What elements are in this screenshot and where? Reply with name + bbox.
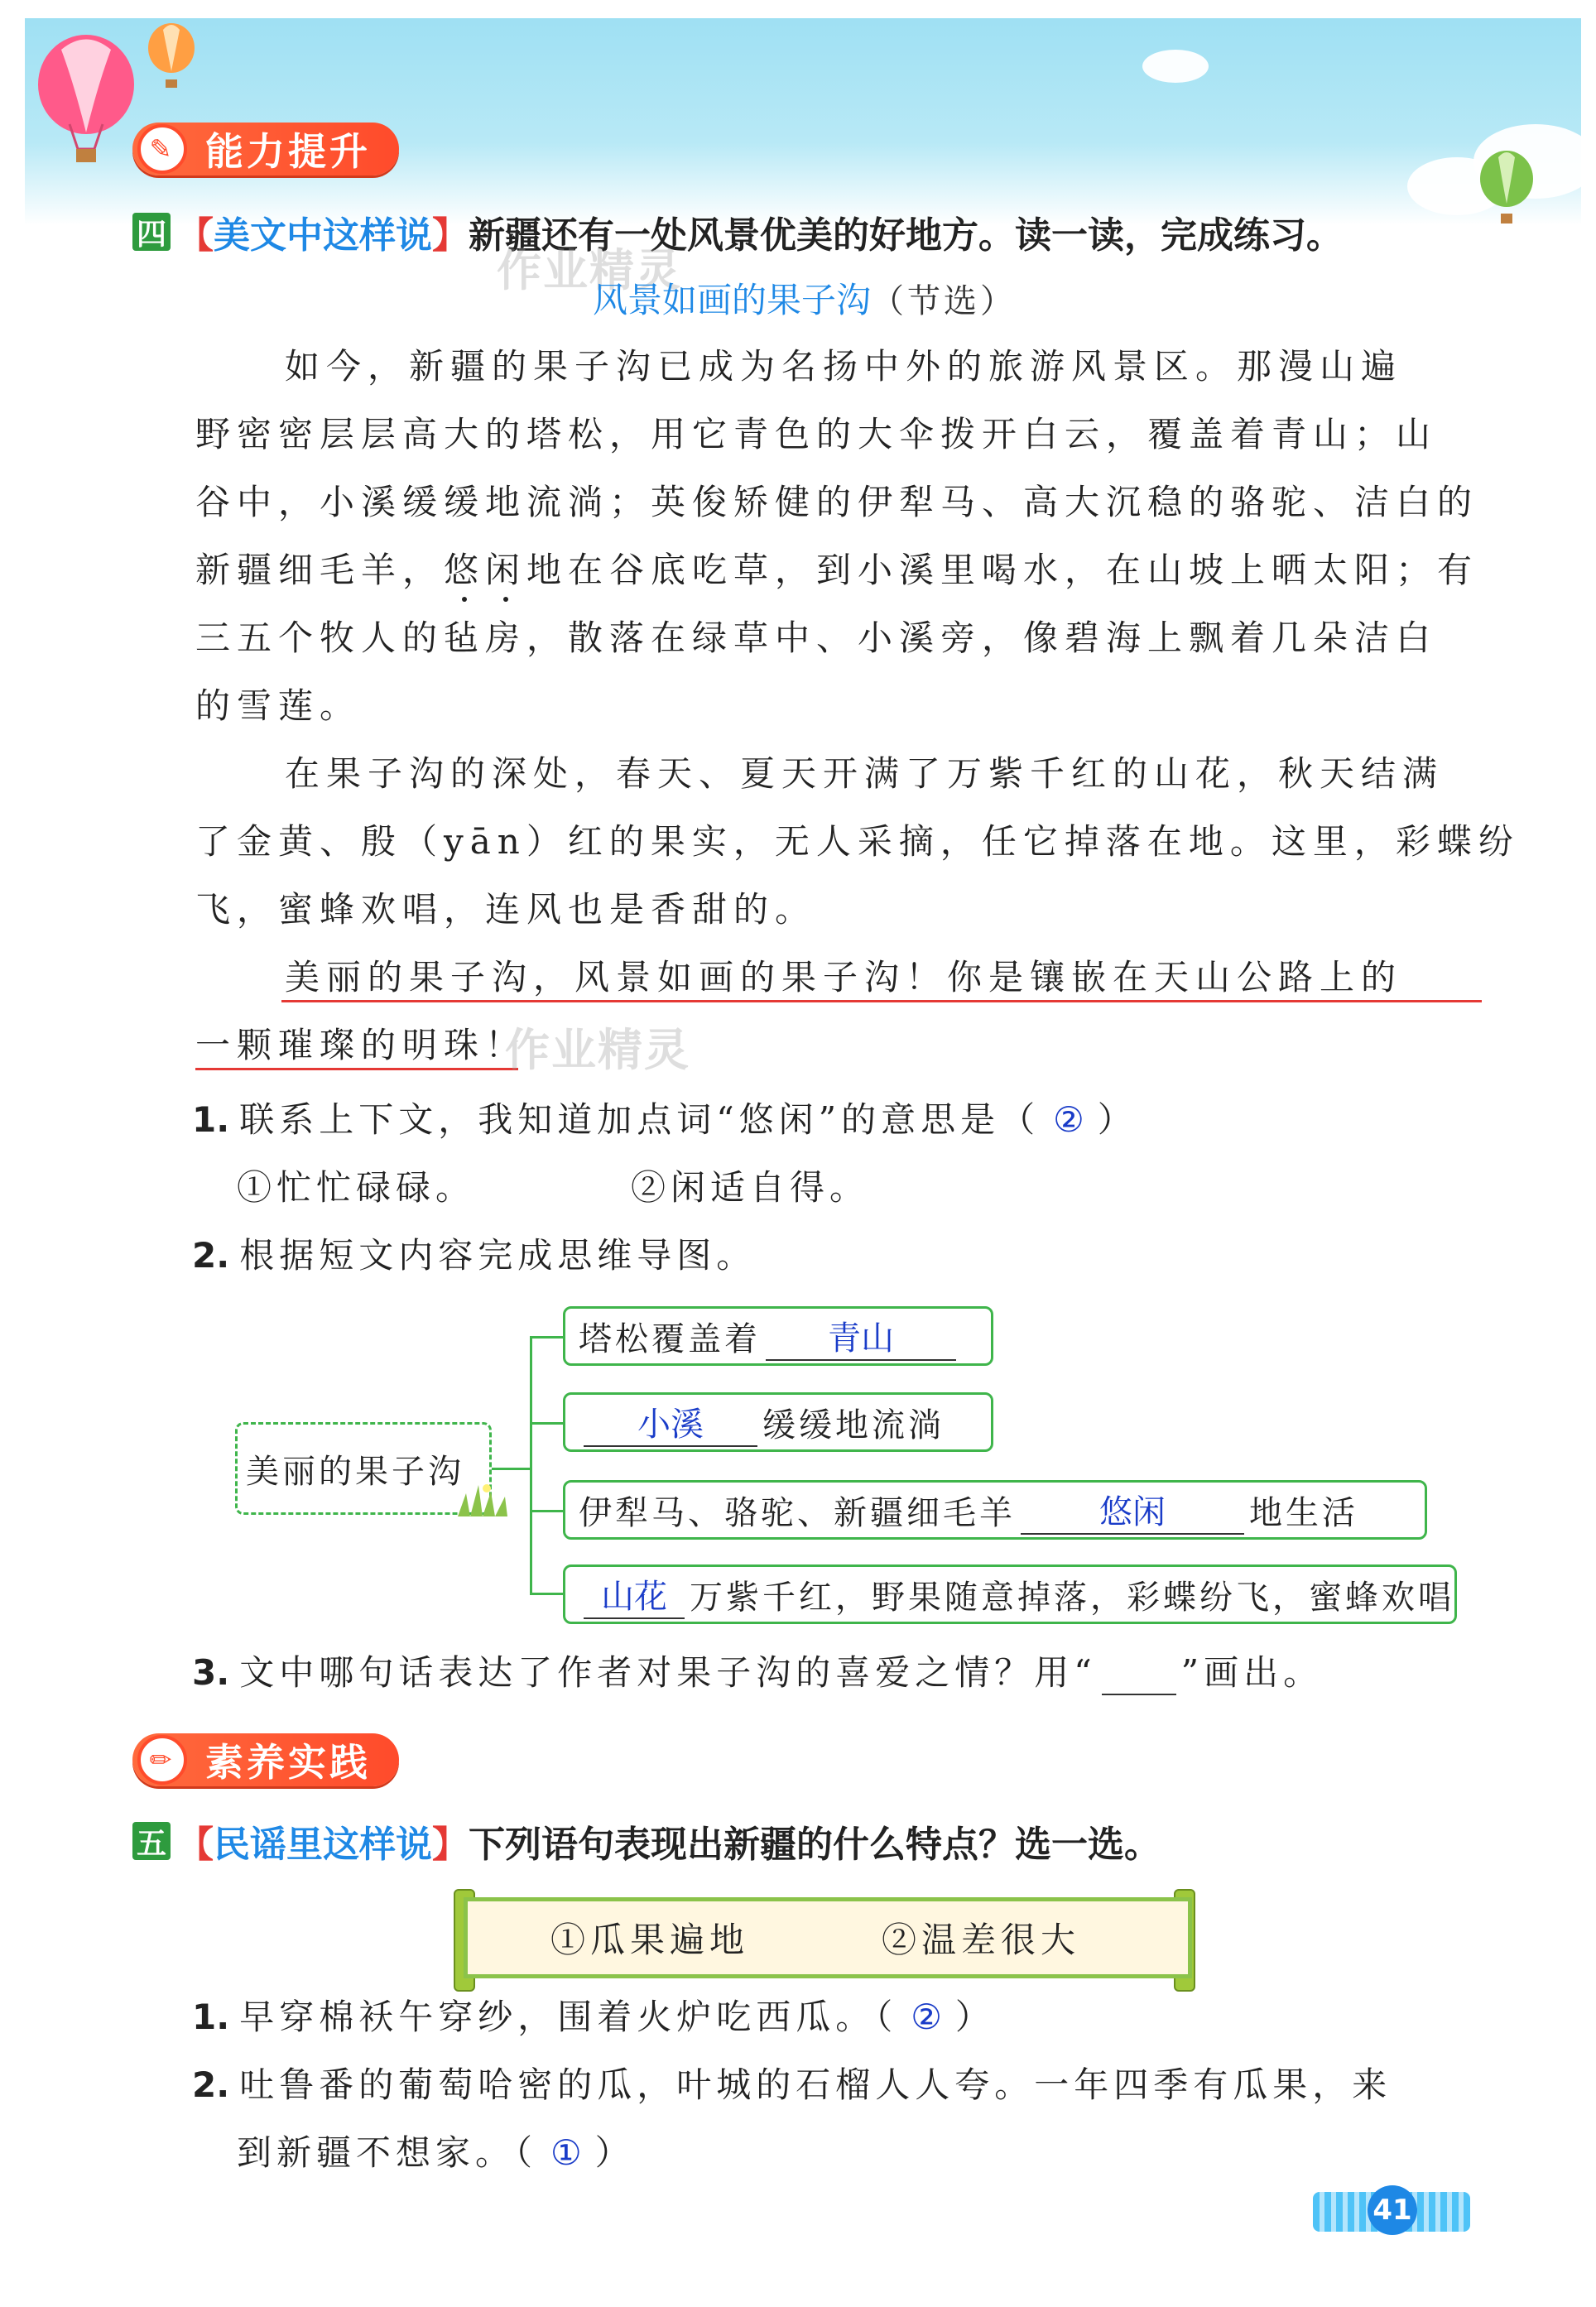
question-number-badge: 四 xyxy=(132,213,171,251)
green-balloon-icon xyxy=(1473,149,1540,232)
passage-title: 风景如画的果子沟（节选） xyxy=(593,280,1017,320)
dotted-word: 闲 xyxy=(485,550,527,590)
passage-line: 飞，蜜蜂欢唱，连风也是香甜的。 xyxy=(195,889,817,930)
mindmap-connector xyxy=(530,1336,532,1593)
mindmap-connector xyxy=(492,1468,530,1470)
section-banner-practice xyxy=(132,1733,399,1786)
sub-question-2-cont: 到新疆不想家。（ ① ） xyxy=(237,2132,635,2173)
mindmap-branch-4: 山花 万紫千红，野果随意掉落，彩蝶纷飞，蜜蜂欢唱 xyxy=(563,1564,1457,1624)
question-4-header xyxy=(132,205,1343,258)
passage-line: 新疆细毛羊，悠闲地在谷底吃草，到小溪里喝水，在山坡上晒太阳；有 xyxy=(195,550,1479,590)
question-instruction: 下列语句表现出新疆的什么特点？选一选。 xyxy=(469,1824,1161,1866)
notebook-icon: ✎ xyxy=(137,124,187,174)
sub-question-1: 1. 联系上下文，我知道加点词“悠闲”的意思是（ ② ） xyxy=(192,1099,1137,1140)
sub-question-2: 2. 根据短文内容完成思维导图。 xyxy=(192,1235,757,1276)
answer-text: ② xyxy=(911,1997,942,2037)
passage-line: 的雪莲。 xyxy=(195,685,362,726)
passage-line: 如今，新疆的果子沟已成为名扬中外的旅游风景区。那漫山遍 xyxy=(285,346,1403,387)
answer-blank: 青山 xyxy=(766,1312,956,1361)
passage-line: 在果子沟的深处，春天、夏天开满了万紫千红的山花，秋天结满 xyxy=(285,753,1445,794)
passage-line: 了金黄、殷（yān）红的果实，无人采摘，任它掉落在地。这里，彩蝶纷 xyxy=(195,821,1520,862)
watermark: 作业精灵 xyxy=(497,244,682,296)
sub-question-2: 2. 吐鲁番的葡萄哈密的瓜，叶城的石榴人人夸。一年四季有瓜果，来 xyxy=(192,2064,1392,2105)
passage-line: 谷中，小溪缓缓地流淌；英俊矫健的伊犁马、高大沉稳的骆驼、洁白的 xyxy=(195,482,1479,522)
question-instruction: 新疆还有一处风景优美的好地方。读一读，完成练习。 xyxy=(469,214,1343,257)
answer-text: ① xyxy=(550,2132,582,2173)
page-number: 41 xyxy=(1368,2185,1417,2235)
hot-air-balloon-icon xyxy=(28,33,144,166)
sub-question-1: 1. 早穿棉袄午穿纱，围着火炉吃西瓜。（ ② ） xyxy=(192,1997,995,2037)
mindmap-branch-1: 塔松覆盖着 青山 xyxy=(563,1306,993,1366)
pencil-icon: ✏ xyxy=(137,1735,187,1785)
underline-blank xyxy=(1102,1661,1176,1695)
mindmap-connector xyxy=(530,1336,563,1339)
cloud-decoration xyxy=(1142,50,1209,83)
mindmap-branch-3: 伊犁马、骆驼、新疆细毛羊 悠闲 地生活 xyxy=(563,1480,1427,1540)
mindmap-branch-2: 小溪 缓缓地流淌 xyxy=(563,1392,993,1452)
answer-blank: 悠闲 xyxy=(1021,1486,1244,1535)
banner-label: 能力提升 xyxy=(205,129,371,174)
question-5-header xyxy=(132,1814,1161,1867)
banner-label: 素养实践 xyxy=(205,1740,371,1785)
section-banner-ability xyxy=(132,123,399,175)
question-tag: 【美文中这样说】 xyxy=(177,214,469,257)
answer-text: ② xyxy=(1053,1099,1084,1140)
dotted-word: 悠 xyxy=(444,550,486,590)
small-balloon-icon xyxy=(142,22,200,96)
mindmap-connector xyxy=(530,1422,563,1425)
option-b: ②温差很大 xyxy=(882,1920,1081,1960)
sub-question-3: 3. 文中哪句话表达了作者对果子沟的喜爱之情？用“ ”画出。 xyxy=(192,1646,1323,1695)
mindmap-connector xyxy=(530,1510,563,1512)
watermark: 作业精灵 xyxy=(505,1024,690,1076)
passage-line: 三五个牧人的毡房，散落在绿草中、小溪旁，像碧海上飘着几朵洁白 xyxy=(195,618,1438,658)
option-a: ①瓜果遍地 xyxy=(550,1920,750,1960)
answer-blank: 山花 xyxy=(584,1570,685,1619)
answer-blank: 小溪 xyxy=(584,1398,757,1447)
passage-line: 野密密层层高大的塔松，用它青色的大伞拨开白云，覆盖着青山；山 xyxy=(195,414,1438,454)
options-scroll xyxy=(464,1897,1192,1978)
option-2: ②闲适自得。 xyxy=(631,1167,870,1208)
passage-line: 一颗璀璨的明珠！ xyxy=(195,1025,527,1065)
passage-line: 美丽的果子沟，风景如画的果子沟！你是镶嵌在天山公路上的 xyxy=(285,957,1403,997)
grass-icon xyxy=(454,1477,512,1518)
answer-underline xyxy=(281,1000,1482,1002)
question-tag: 【民谣里这样说】 xyxy=(177,1824,469,1866)
option-1: ①忙忙碌碌。 xyxy=(237,1167,476,1208)
question-number-badge: 五 xyxy=(132,1822,171,1860)
mindmap-connector xyxy=(530,1593,563,1595)
answer-underline xyxy=(195,1068,518,1070)
mindmap-root: 美丽的果子沟 xyxy=(235,1422,492,1515)
